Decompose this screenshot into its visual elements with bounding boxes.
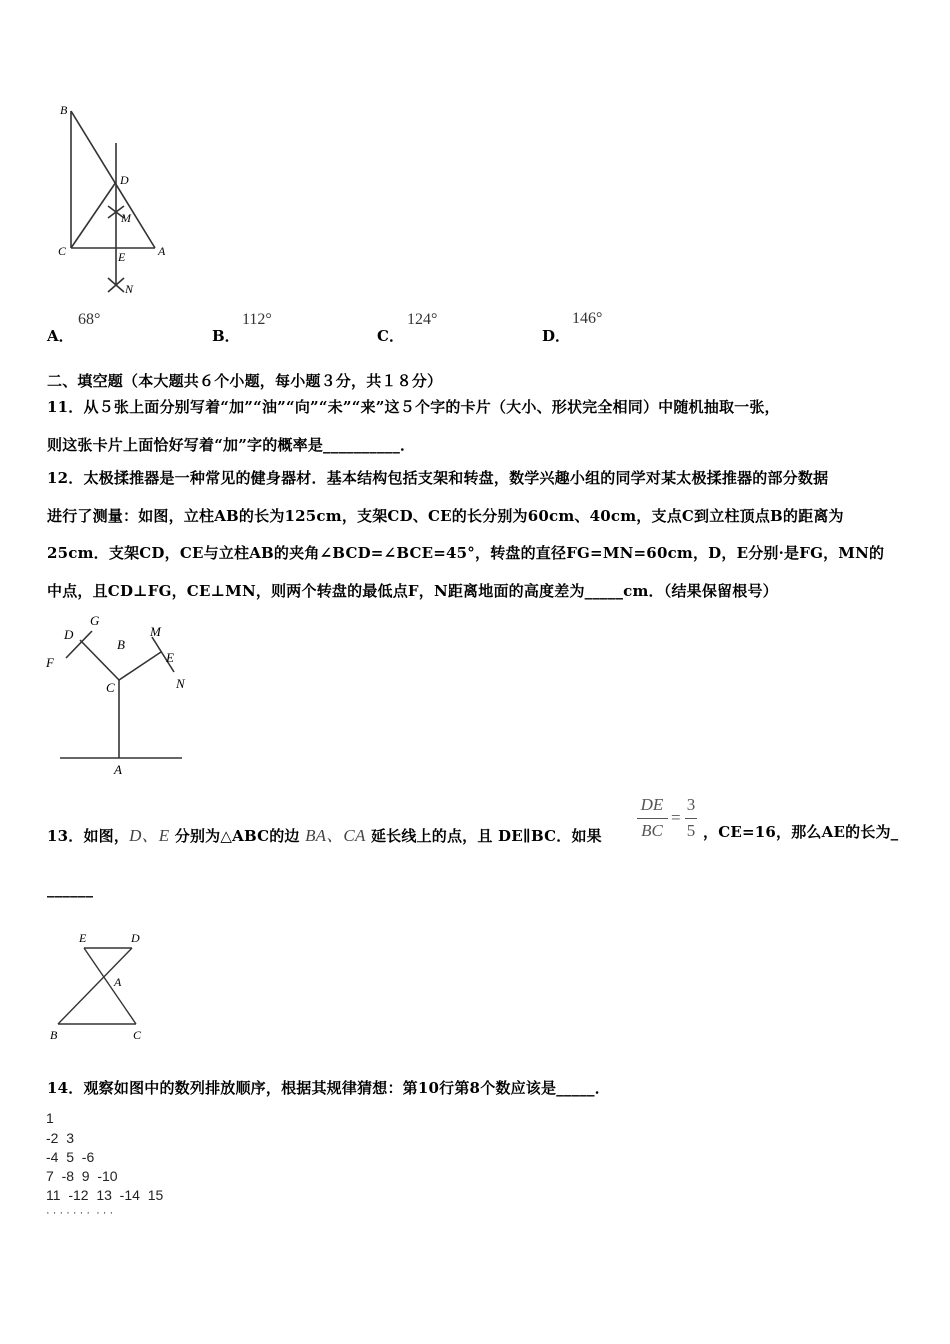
question10-figure <box>50 98 190 303</box>
q13-frac-bar <box>637 818 668 819</box>
label-e: E <box>118 250 126 264</box>
q12-line2: 进行了测量：如图，立柱AB的长为125cm，支架CD、CE的长分别为60cm、40cm，支点C到立柱顶点B的距离为 <box>47 507 844 525</box>
label-e: E <box>79 931 87 945</box>
option-b-letter[interactable]: B． <box>212 327 240 345</box>
label-d: D <box>131 931 140 945</box>
sequence-row-6: · · · · · · · · · · <box>46 1207 114 1219</box>
q13-mid2: 延长线上的点，且 DE∥BC．如果 <box>365 827 602 845</box>
q13-eq: = <box>671 808 681 827</box>
q11-line1: 11．从５张上面分别写着“加”“油”“向”“未”“来”这５个字的卡片（大小、形状完全相同）中随机抽取一张， <box>47 398 780 416</box>
segment-cd <box>71 182 116 248</box>
label-d: D <box>120 173 129 187</box>
label-a: A <box>114 762 122 777</box>
label-n: N <box>176 676 185 691</box>
sequence-row-4: 7 -8 9 -10 <box>46 1168 118 1184</box>
label-e: E <box>166 650 174 665</box>
label-f: F <box>46 655 54 670</box>
sequence-row-1: 1 <box>46 1110 54 1126</box>
label-b: B <box>60 103 68 117</box>
q13-frac-den: BC <box>641 821 663 840</box>
option-d-letter[interactable]: D． <box>542 327 571 345</box>
sequence-row-5: 11 -12 13 -14 15 <box>46 1187 164 1203</box>
q14-text: 14．观察如图中的数列排放顺序，根据其规律猜想：第10行第8个数应该是_____． <box>47 1079 610 1097</box>
q13-blank: ______ <box>47 880 94 898</box>
support-ce <box>119 652 161 680</box>
sequence-row-3: -4 5 -6 <box>46 1149 95 1165</box>
label-b: B <box>50 1028 58 1042</box>
q13-mid1: 分别为△ABC的边 <box>169 827 306 845</box>
q12-line4: 中点，且CD⊥FG，CE⊥MN，则两个转盘的最低点F，N距离地面的高度差为_____cm．（结果保留根号） <box>47 582 778 600</box>
option-a-value: 68° <box>78 311 101 328</box>
q11-line2: 则这张卡片上面恰好写着“加”字的概率是__________． <box>47 436 416 454</box>
q13-pre: 13．如图， <box>47 827 130 845</box>
q13-val-bar <box>685 818 697 819</box>
segment-ba <box>71 111 155 248</box>
q13-val-den: 5 <box>686 821 696 840</box>
sequence-row-2: -2 3 <box>46 1130 75 1146</box>
label-n: N <box>125 282 134 296</box>
section2-heading: 二、填空题（本大题共６个小题，每小题３分，共１８分） <box>47 372 443 390</box>
option-c-value: 124° <box>407 311 438 328</box>
q12-line3: 25cm．支架CD，CE与立柱AB的夹角∠BCD=∠BCE=45°，转盘的直径FG=MN=60cm，D，E分别·是FG，MN的 <box>47 544 885 562</box>
option-b-value: 112° <box>242 311 272 328</box>
label-d: D <box>64 627 74 642</box>
label-a: A <box>114 975 122 989</box>
option-d-value: 146° <box>572 310 603 327</box>
label-c: C <box>58 244 67 258</box>
label-b: B <box>117 637 125 652</box>
label-c: C <box>106 680 115 695</box>
q12-line1: 12．太极揉推器是一种常见的健身器材．基本结构包括支架和转盘，数学兴趣小组的同学对某太极揉推器的部分数据 <box>47 469 829 487</box>
question13-figure <box>46 928 156 1048</box>
support-cd <box>80 640 119 680</box>
label-g: G <box>90 613 100 628</box>
label-m: M <box>150 624 161 639</box>
q13-frac-num: DE <box>640 795 664 814</box>
label-a: A <box>158 244 166 258</box>
question12-figure <box>44 612 194 782</box>
label-c: C <box>133 1028 142 1042</box>
q13-ba-ca: BA、CA <box>305 826 366 845</box>
segment-ec <box>84 948 136 1024</box>
label-m: M <box>121 211 131 225</box>
q13-val-num: 3 <box>686 795 696 814</box>
option-a-letter[interactable]: A． <box>47 327 74 345</box>
option-c-letter[interactable]: C． <box>377 327 404 345</box>
q13-post: ，CE=16，那么AE的长为_ <box>703 823 899 841</box>
q13-line <box>47 821 602 846</box>
q13-de: D、E <box>129 826 170 845</box>
